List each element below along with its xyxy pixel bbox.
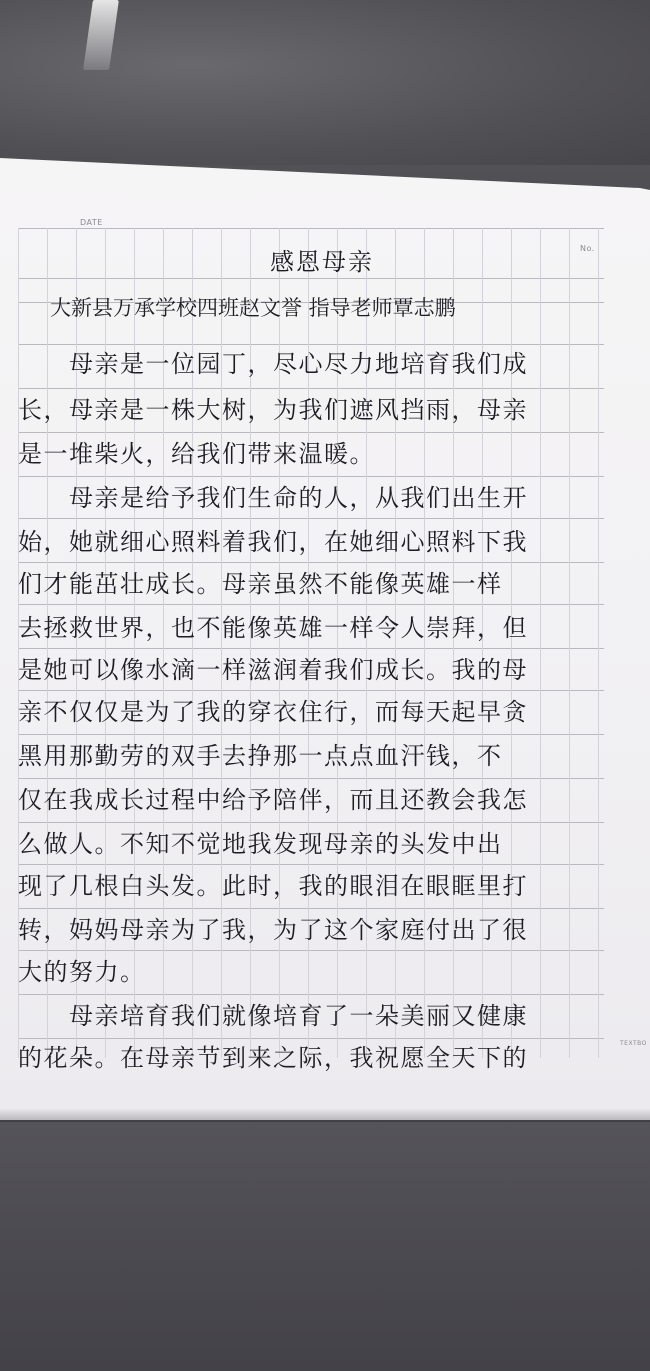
essay-line: 的花朵。在母亲节到来之际，我祝愿全天下的 xyxy=(18,1044,528,1072)
essay-line: 去拯救世界，也不能像英雄一样令人崇拜，但 xyxy=(18,614,528,642)
essay-line: 转，妈妈母亲为了我，为了这个家庭付出了很 xyxy=(18,916,528,944)
page-edge-shadow xyxy=(0,1108,650,1122)
grid-column-line xyxy=(540,228,541,1058)
essay-line: 大的努力。 xyxy=(18,958,146,986)
essay-title: 感恩母亲 xyxy=(270,248,374,276)
essay-line: 长，母亲是一株大树，为我们遮风挡雨，母亲 xyxy=(18,396,528,424)
author-line: 大新县万承学校四班赵文誉 指导老师覃志鹏 xyxy=(50,296,456,320)
essay-line: 母亲是一位园丁，尽心尽力地培育我们成 xyxy=(18,350,528,378)
essay-line: 们才能茁壮成长。母亲虽然不能像英雄一样 xyxy=(18,570,503,598)
essay-line: 是她可以像水滴一样滋润着我们成长。我的母 xyxy=(18,656,528,684)
grid-column-line xyxy=(598,228,599,1058)
essay-line: 始，她就细心照料着我们，在她细心照料下我 xyxy=(18,528,528,556)
essay-line: 是一堆柴火，给我们带来温暖。 xyxy=(18,440,375,468)
page-number-label: No. xyxy=(580,244,595,253)
grid-column-line xyxy=(569,228,570,1058)
date-label: DATE xyxy=(80,218,103,227)
table-surface-bottom xyxy=(0,1120,650,1371)
brand-mark: TEXTBO xyxy=(620,1040,647,1047)
essay-line: 亲不仅仅是为了我的穿衣住行，而每天起早贪 xyxy=(18,698,528,726)
essay-line: 仅在我成长过程中给予陪伴，而且还教会我怎 xyxy=(18,786,528,814)
essay-line: 母亲是给予我们生命的人，从我们出生开 xyxy=(18,484,528,512)
essay-line: 么做人。不知不觉地我发现母亲的头发中出 xyxy=(18,830,503,858)
essay-line: 母亲培育我们就像培育了一朵美丽又健康 xyxy=(18,1002,528,1030)
essay-line: 黑用那勤劳的双手去挣那一点点血汗钱，不 xyxy=(18,742,503,770)
essay-line: 现了几根白头发。此时，我的眼泪在眼眶里打 xyxy=(18,872,528,900)
